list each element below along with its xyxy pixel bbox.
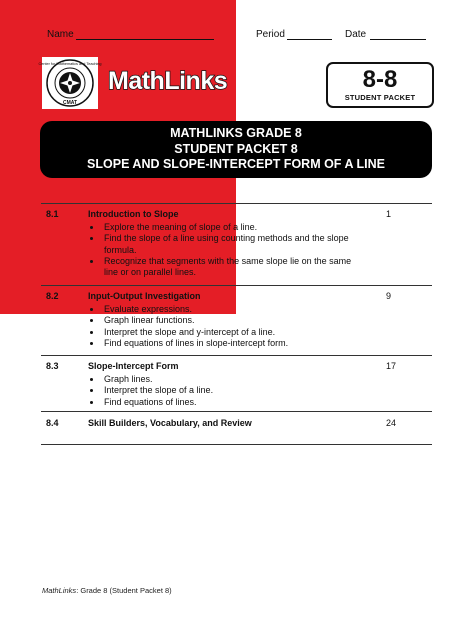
objective-item: • Explore the meaning of slope of a line. [102,222,352,233]
section-page: 1 [386,209,392,219]
objective-item: • Find equations of lines in slope-intercept form. [102,338,352,349]
compass-seal-icon [38,57,102,109]
toc-divider [41,285,432,286]
name-field[interactable] [76,39,214,40]
section-objectives [88,222,352,278]
packet-badge [326,62,434,108]
section-page: 24 [386,418,397,428]
period-label: Period [256,29,285,40]
section-title: Introduction to Slope [88,209,179,219]
seal-ring-text: Center for Mathematics and Teaching [38,62,102,66]
cmat-seal-logo [38,57,102,109]
section-number: 8.3 [46,361,59,371]
page-footer [42,586,172,595]
mathlinks-brand-logo: MathLinks [108,67,228,95]
toc-divider [41,203,432,204]
objective-item: • Evaluate expressions. [102,304,352,315]
objective-item: • Find equations of lines. [102,397,352,408]
title-line-2: STUDENT PACKET 8 [174,141,298,156]
toc-divider [41,355,432,356]
title-banner [40,121,432,178]
objective-item: • Recognize that segments with the same slope lie on the same line or on parallel lines. [102,256,352,279]
objective-item: • Interpret the slope of a line. [102,385,352,396]
objective-item: • Find the slope of a line using counting methods and the slope formula. [102,233,352,256]
section-number: 8.2 [46,291,59,301]
date-field[interactable] [370,39,426,40]
section-number: 8.4 [46,418,59,428]
section-page: 9 [386,291,392,301]
toc-divider [41,444,432,445]
title-line-3: SLOPE AND SLOPE-INTERCEPT FORM OF A LINE [87,157,385,171]
section-objectives [88,304,352,349]
footer-text: : Grade 8 (Student Packet 8) [76,586,172,595]
date-label: Date [345,29,367,40]
section-title: Input-Output Investigation [88,291,201,301]
section-page: 17 [386,361,397,371]
name-label: Name [47,29,74,40]
section-objectives [88,374,352,408]
packet-number: 8-8 [362,66,398,93]
packet-label: STUDENT PACKET [344,93,416,102]
objective-item: • Interpret the slope and y-intercept of a line. [102,327,352,338]
footer-brand: MathLinks [42,586,77,595]
period-field[interactable] [287,39,332,40]
toc-divider [41,411,432,412]
objective-item: • Graph linear functions. [102,315,352,326]
seal-abbrev: CMAT [62,100,78,106]
objective-item: • Graph lines. [102,374,352,385]
section-title: Skill Builders, Vocabulary, and Review [88,418,252,428]
section-number: 8.1 [46,209,59,219]
section-title: Slope-Intercept Form [88,361,179,371]
title-line-1: MATHLINKS GRADE 8 [170,126,302,140]
